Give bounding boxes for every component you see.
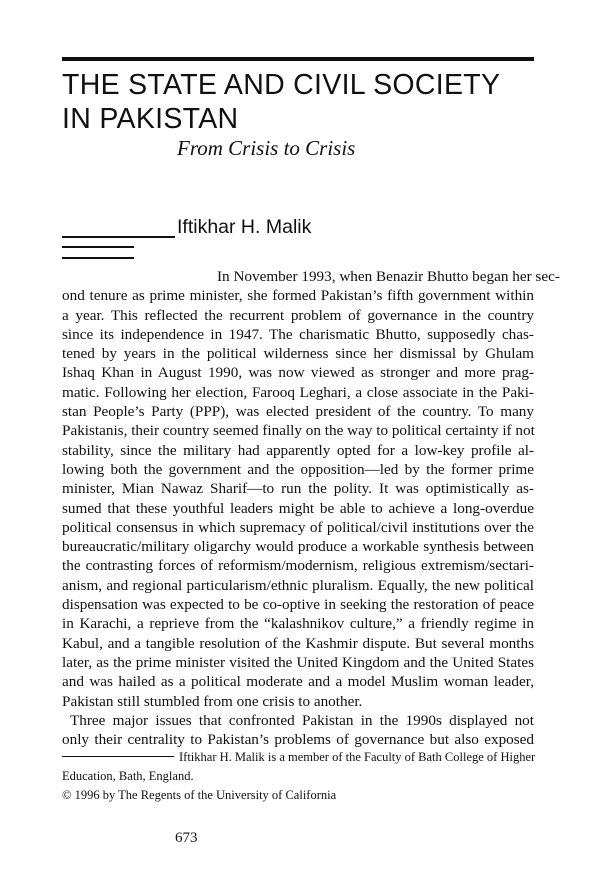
body-line: only their centrality to Pakistan’s problems of governance but also exposed: [62, 731, 534, 749]
body-line: since its independence in 1947. The charismatic Bhutto, supposedly chas-: [62, 325, 534, 343]
footnote: [62, 748, 534, 805]
author-rule-1: [62, 236, 175, 238]
body-line: In November 1993, when Benazir Bhutto began her sec-: [217, 268, 560, 285]
body-line: lowing both the government and the opposition—led by the former prime: [62, 460, 534, 478]
body-line: sumed that these youthful leaders might be able to achieve a long-overdue: [62, 499, 534, 517]
body-line: stan People’s Party (PPP), was elected president of the country. To many: [62, 403, 534, 421]
body-line: dispensation was expected to be co-optive in seeking the restoration of peace: [62, 596, 534, 614]
body-line: stability, since the military had apparently opted for a low-key profile al-: [62, 441, 534, 459]
footnote-line: Iftikhar H. Malik is a member of the Faculty of Bath College of Higher: [179, 750, 536, 764]
body-line: Pakistanis, their country seemed finally on the way to political certainty if not: [62, 422, 535, 440]
article-title: [62, 68, 500, 136]
body-line: in Karachi, a reprieve from the “kalashnikov culture,” a friendly regime in: [62, 615, 534, 633]
body-line: Ishaq Khan in August 1990, was now viewed as stronger and more prag-: [62, 364, 534, 382]
author-rule-2: [62, 246, 134, 248]
body-line: matic. Following her election, Farooq Leghari, a close associate in the Paki-: [62, 383, 534, 401]
body-line: bureaucratic/military oligarchy would produce a workable synthesis between: [62, 538, 534, 556]
body-line: a year. This reflected the recurrent problem of governance in the country: [62, 306, 534, 324]
body-line: Pakistan still stumbled from one crisis to another.: [62, 692, 363, 710]
body-line: and was hailed as a political moderate and a model Muslim woman leader,: [62, 673, 534, 691]
page-number: 673: [175, 830, 198, 846]
body-line: minister, Mian Nawaz Sharif—to run the polity. It was optimistically as-: [62, 480, 534, 498]
title-line-1: THE STATE AND CIVIL SOCIETY: [62, 69, 501, 101]
body-line: the contrasting forces of reformism/modernism, religious extremism/sectari-: [62, 557, 534, 575]
author-rule-3: [62, 257, 134, 259]
body-line: Kabul, and a tangible resolution of the Kashmir dispute. But several months: [62, 634, 534, 652]
body-line: ond tenure as prime minister, she formed Pakistan’s fifth government within: [62, 287, 534, 305]
body-line: later, as the prime minister visited the United Kingdom and the United States: [62, 653, 534, 671]
footnote-line: Education, Bath, England.: [62, 769, 194, 783]
author-name: Iftikhar H. Malik: [177, 216, 312, 238]
article-body: [62, 267, 560, 749]
top-rule: [62, 57, 534, 61]
body-line: political consensus in which supremacy of political/civil institutions over the: [62, 518, 534, 536]
article-subtitle: From Crisis to Crisis: [177, 136, 356, 160]
copyright-line: © 1996 by The Regents of the University of California: [62, 788, 337, 802]
title-line-2: IN PAKISTAN: [62, 103, 239, 135]
body-line: anism, and regional particularism/ethnic pluralism. Equally, the new political: [62, 576, 534, 594]
body-line: Three major issues that confronted Pakistan in the 1990s displayed not: [70, 711, 534, 729]
body-line: tened by years in the political wilderness since her dismissal by Ghulam: [62, 345, 534, 363]
